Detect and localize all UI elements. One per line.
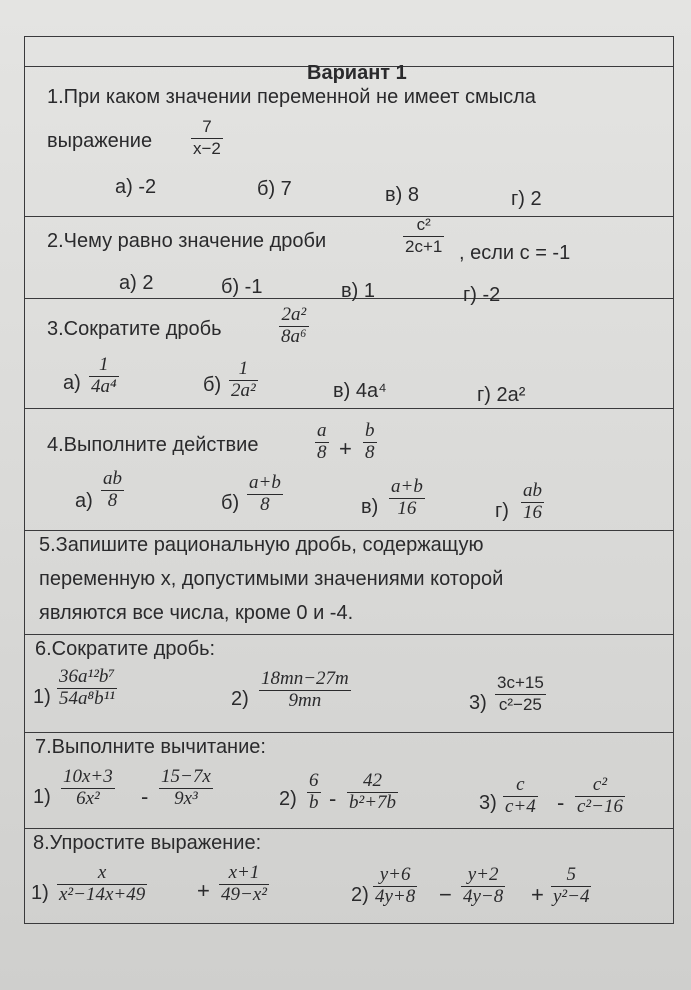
- q5-text-line1: 5.Запишите рациональную дробь, содержащую: [39, 534, 484, 556]
- q4-f1-numerator: a: [317, 420, 327, 441]
- q1-answer-c: в) 8: [385, 184, 419, 206]
- q4-fraction-2: [363, 421, 377, 463]
- q4-answer-c-label: в): [361, 496, 379, 518]
- q4-f2-numerator: b: [365, 420, 375, 441]
- q6-f2-numerator: 18mn−27m: [261, 668, 349, 689]
- q4-plus: +: [339, 436, 352, 461]
- q8-item-2-fraction-c: [551, 865, 591, 907]
- q6-item-2-fraction: [259, 669, 351, 711]
- q6-f2-denominator: 9mn: [288, 690, 322, 711]
- q4-answer-b-fraction: [247, 473, 283, 515]
- q8-f2c-numerator: 5: [566, 864, 576, 885]
- q8-item-2-label: 2): [351, 884, 369, 906]
- q7-f1b-numerator: 15−7x: [161, 766, 211, 787]
- q7-item-1-minus: -: [141, 784, 149, 809]
- variant-header: [25, 37, 673, 84]
- q6-f3-numerator: 3c+15: [497, 673, 544, 692]
- q1-answer-b: б) 7: [257, 178, 292, 200]
- q6-item-1-fraction: [57, 667, 117, 709]
- q7-f1a-denominator: 6x²: [76, 788, 100, 809]
- q2-denominator: 2c+1: [405, 237, 443, 256]
- q5-text-line3: являются все числа, кроме 0 и -4.: [39, 602, 354, 624]
- q3-answer-a-fraction: [89, 355, 119, 397]
- q2-answer-a: а) 2: [119, 272, 154, 294]
- q4-a-numerator: ab: [103, 468, 122, 489]
- q4-c-denominator: 16: [397, 498, 417, 519]
- q7-item-2-minus: -: [329, 786, 337, 811]
- q1-text-line1: 1.При каком значении переменной не имеет смысла: [47, 86, 536, 108]
- q3-denominator: 8a⁶: [281, 326, 307, 347]
- q4-b-numerator: a+b: [249, 472, 281, 493]
- q7-item-2-label: 2): [279, 788, 297, 810]
- q4-f1-denominator: 8: [317, 442, 327, 463]
- q7-f3a-denominator: c+4: [505, 796, 536, 817]
- q4-answer-b-label: б): [221, 492, 240, 514]
- q7-f1b-denominator: 9x³: [174, 788, 198, 809]
- q8-text: 8.Упростите выражение:: [33, 832, 262, 854]
- q3-numerator: 2a²: [281, 304, 307, 325]
- q7-f3b-numerator: c²: [592, 774, 608, 795]
- q7-f1a-numerator: 10x+3: [63, 766, 113, 787]
- q8-f2a-denominator: 4y+8: [375, 886, 416, 907]
- q6-item-2-label: 2): [231, 688, 249, 710]
- q1-text-line2: выражение: [47, 130, 153, 152]
- q7-f2a-numerator: 6: [309, 770, 319, 791]
- q8-item-2-fraction-b: [461, 865, 505, 907]
- q4-answer-d-label: г): [495, 500, 509, 522]
- q3-b-numerator: 1: [238, 358, 249, 379]
- q1-fraction: [191, 117, 223, 159]
- q5-text-line2: переменную х, допустимыми значениями которой: [39, 568, 504, 590]
- q3-a-denominator: 4a⁴: [91, 376, 117, 397]
- q4-c-numerator: a+b: [391, 476, 423, 497]
- q7-f2b-numerator: 42: [363, 770, 383, 791]
- q7-item-3-fraction-a: [503, 775, 538, 817]
- q8-item-1-plus: +: [197, 878, 210, 903]
- q3-b-denominator: 2a²: [231, 380, 256, 401]
- q8-f2b-numerator: y+2: [467, 864, 499, 885]
- q6-item-3-label: 3): [469, 692, 487, 714]
- q3-fraction: [279, 305, 309, 347]
- q8-f2b-denominator: 4y−8: [463, 886, 504, 907]
- q1-answer-d: г) 2: [511, 188, 542, 210]
- q3-answer-c: в) 4a⁴: [333, 380, 387, 402]
- q3-text: 3.Сократите дробь: [47, 318, 222, 340]
- q4-answer-c-fraction: [389, 477, 425, 519]
- q2-fraction: [403, 215, 444, 257]
- q1-numerator: 7: [202, 117, 212, 136]
- q3-a-numerator: 1: [99, 354, 109, 375]
- q7-f3a-numerator: c: [516, 774, 525, 795]
- q3-answer-a-label: а): [63, 372, 81, 394]
- q4-text: 4.Выполните действие: [47, 434, 259, 456]
- q7-f2a-denominator: b: [309, 792, 319, 813]
- q8-item-1-fraction-a: [57, 863, 147, 905]
- q4-b-denominator: 8: [260, 494, 270, 515]
- q6-f3-denominator: c²−25: [498, 695, 542, 714]
- q4-answer-d-fraction: [521, 481, 544, 523]
- task-table: [24, 36, 674, 924]
- q7-item-3-fraction-b: [575, 775, 625, 817]
- q1-denominator: x−2: [193, 139, 221, 158]
- q7-item-2-fraction-a: [307, 771, 321, 813]
- q2-answer-d: г) -2: [463, 284, 501, 306]
- q6-item-1-label: 1): [33, 686, 51, 708]
- q7-f3b-denominator: c²−16: [577, 796, 623, 817]
- q7-item-3-label: 3): [479, 792, 497, 814]
- q4-answer-a-fraction: [101, 469, 124, 511]
- q4-f2-denominator: 8: [365, 442, 375, 463]
- q6-item-3-fraction: [495, 673, 546, 715]
- q7-item-2-fraction-b: [347, 771, 398, 813]
- q2-answer-c: в) 1: [341, 280, 375, 302]
- q7-item-1-fraction-b: [159, 767, 213, 809]
- q8-f2a-numerator: y+6: [379, 864, 411, 885]
- q8-f1b-denominator: 49−x²: [221, 884, 267, 905]
- q2-numerator: c²: [416, 215, 431, 234]
- q7-item-1-label: 1): [33, 786, 51, 808]
- variant-title: Вариант 1: [307, 62, 407, 84]
- q2-answer-b: б) -1: [221, 276, 263, 298]
- q8-item-2-plus: +: [531, 882, 544, 907]
- q8-f1b-numerator: x+1: [228, 862, 260, 883]
- q3-answer-b-fraction: [229, 359, 258, 401]
- q4-fraction-1: [315, 421, 329, 463]
- q7-item-3-minus: -: [557, 790, 565, 815]
- q8-item-2-fraction-a: [373, 865, 417, 907]
- q3-answer-b-label: б): [203, 374, 222, 396]
- q4-d-denominator: 16: [523, 502, 542, 523]
- q4-d-numerator: ab: [523, 480, 542, 501]
- q7-text: 7.Выполните вычитание:: [35, 736, 266, 758]
- q8-item-1-fraction-b: [219, 863, 269, 905]
- q8-item-2-minus: −: [439, 882, 452, 907]
- q2-tail: , если с = -1: [459, 242, 571, 264]
- q3-answer-d: г) 2a²: [477, 384, 526, 406]
- q8-f1a-denominator: x²−14x+49: [59, 884, 146, 905]
- q8-f2c-denominator: y²−4: [553, 886, 590, 907]
- q6-f1-denominator: 54a⁸b¹¹: [59, 688, 115, 709]
- q8-f1a-numerator: x: [97, 862, 107, 883]
- q7-item-1-fraction-a: [61, 767, 115, 809]
- q6-text: 6.Сократите дробь:: [35, 638, 216, 660]
- q8-item-1-label: 1): [31, 882, 49, 904]
- q4-a-denominator: 8: [107, 490, 118, 511]
- q7-f2b-denominator: b²+7b: [349, 792, 397, 813]
- q4-answer-a-label: а): [75, 490, 93, 512]
- q6-f1-numerator: 36a¹²b⁷: [59, 666, 115, 687]
- q2-text: 2.Чему равно значение дроби: [47, 230, 327, 252]
- q1-answer-a: а) -2: [115, 176, 157, 198]
